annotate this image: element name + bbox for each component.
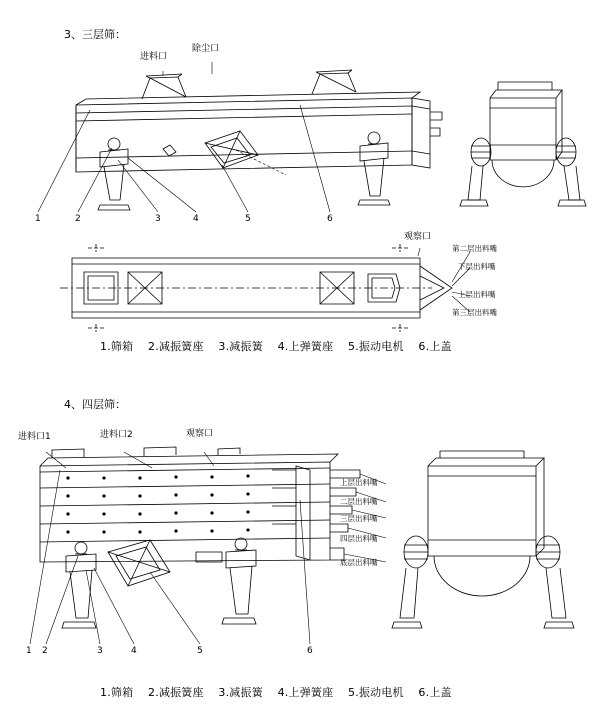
callout-observation-port-4layer: 观察口 bbox=[186, 429, 214, 439]
legend-item-4-3layer: 4.上弹簧座 bbox=[277, 340, 334, 353]
callout-outlet-bottom-4layer: 底层出料嘴 bbox=[340, 558, 378, 567]
callout-observation-port-3layer: 观察口 bbox=[404, 232, 432, 242]
legend-item-3-4layer: 3.减振簧 bbox=[218, 686, 263, 699]
callout-outlet-upper-3layer: 上层出料嘴 bbox=[458, 290, 496, 299]
callout-outlet-lower-3layer: 下层出料嘴 bbox=[458, 262, 496, 271]
callout-outlet-layer2-3layer: 第二层出料嘴 bbox=[452, 244, 497, 253]
index-number-1-4layer: 1 bbox=[26, 646, 32, 656]
section-title-three-layer: 3、三层筛： bbox=[64, 28, 126, 41]
legend-four-layer bbox=[100, 686, 463, 700]
index-number-6-3layer: 6 bbox=[327, 214, 333, 224]
callout-feed-inlet-3layer: 进料口 bbox=[140, 52, 168, 62]
legend-item-2-4layer: 2.减振簧座 bbox=[148, 686, 204, 699]
legend-item-4-4layer: 4.上弹簧座 bbox=[277, 686, 334, 699]
legend-item-2-3layer: 2.减振簧座 bbox=[148, 340, 204, 353]
callout-outlet-layer2-4layer: 二层出料嘴 bbox=[340, 497, 378, 506]
index-number-2-3layer: 2 bbox=[75, 214, 81, 224]
callout-feed-inlet-1-4layer: 进料口1 bbox=[18, 432, 51, 442]
callout-outlet-upper-4layer: 上层出料嘴 bbox=[340, 478, 378, 487]
callout-outlet-layer4-4layer: 四层出料嘴 bbox=[340, 534, 378, 543]
index-number-2-4layer: 2 bbox=[42, 646, 48, 656]
callout-feed-inlet-2-4layer: 进料口2 bbox=[100, 430, 133, 440]
legend-item-5-3layer: 5.振动电机 bbox=[348, 340, 404, 353]
section-title-four-layer: 4、四层筛： bbox=[64, 398, 126, 411]
index-number-6-4layer: 6 bbox=[307, 646, 313, 656]
index-number-4-4layer: 4 bbox=[131, 646, 137, 656]
index-number-4-3layer: 4 bbox=[193, 214, 199, 224]
legend-item-5-4layer: 5.振动电机 bbox=[348, 686, 404, 699]
index-number-5-4layer: 5 bbox=[197, 646, 203, 656]
index-number-3-3layer: 3 bbox=[155, 214, 161, 224]
callout-outlet-layer3-3layer: 第三层出料嘴 bbox=[452, 308, 497, 317]
legend-item-3-3layer: 3.减振簧 bbox=[218, 340, 263, 353]
callout-dust-outlet-3layer: 除尘口 bbox=[192, 44, 220, 54]
legend-item-6-4layer: 6.上盖 bbox=[418, 686, 452, 699]
index-number-3-4layer: 3 bbox=[97, 646, 103, 656]
legend-three-layer bbox=[100, 340, 463, 354]
index-number-1-3layer: 1 bbox=[35, 214, 41, 224]
legend-item-1-4layer: 1.筛箱 bbox=[100, 686, 134, 699]
legend-item-1-3layer: 1.筛箱 bbox=[100, 340, 134, 353]
index-number-5-3layer: 5 bbox=[245, 214, 251, 224]
callout-outlet-layer3-4layer: 三层出料嘴 bbox=[340, 514, 378, 523]
legend-item-6-3layer: 6.上盖 bbox=[418, 340, 452, 353]
